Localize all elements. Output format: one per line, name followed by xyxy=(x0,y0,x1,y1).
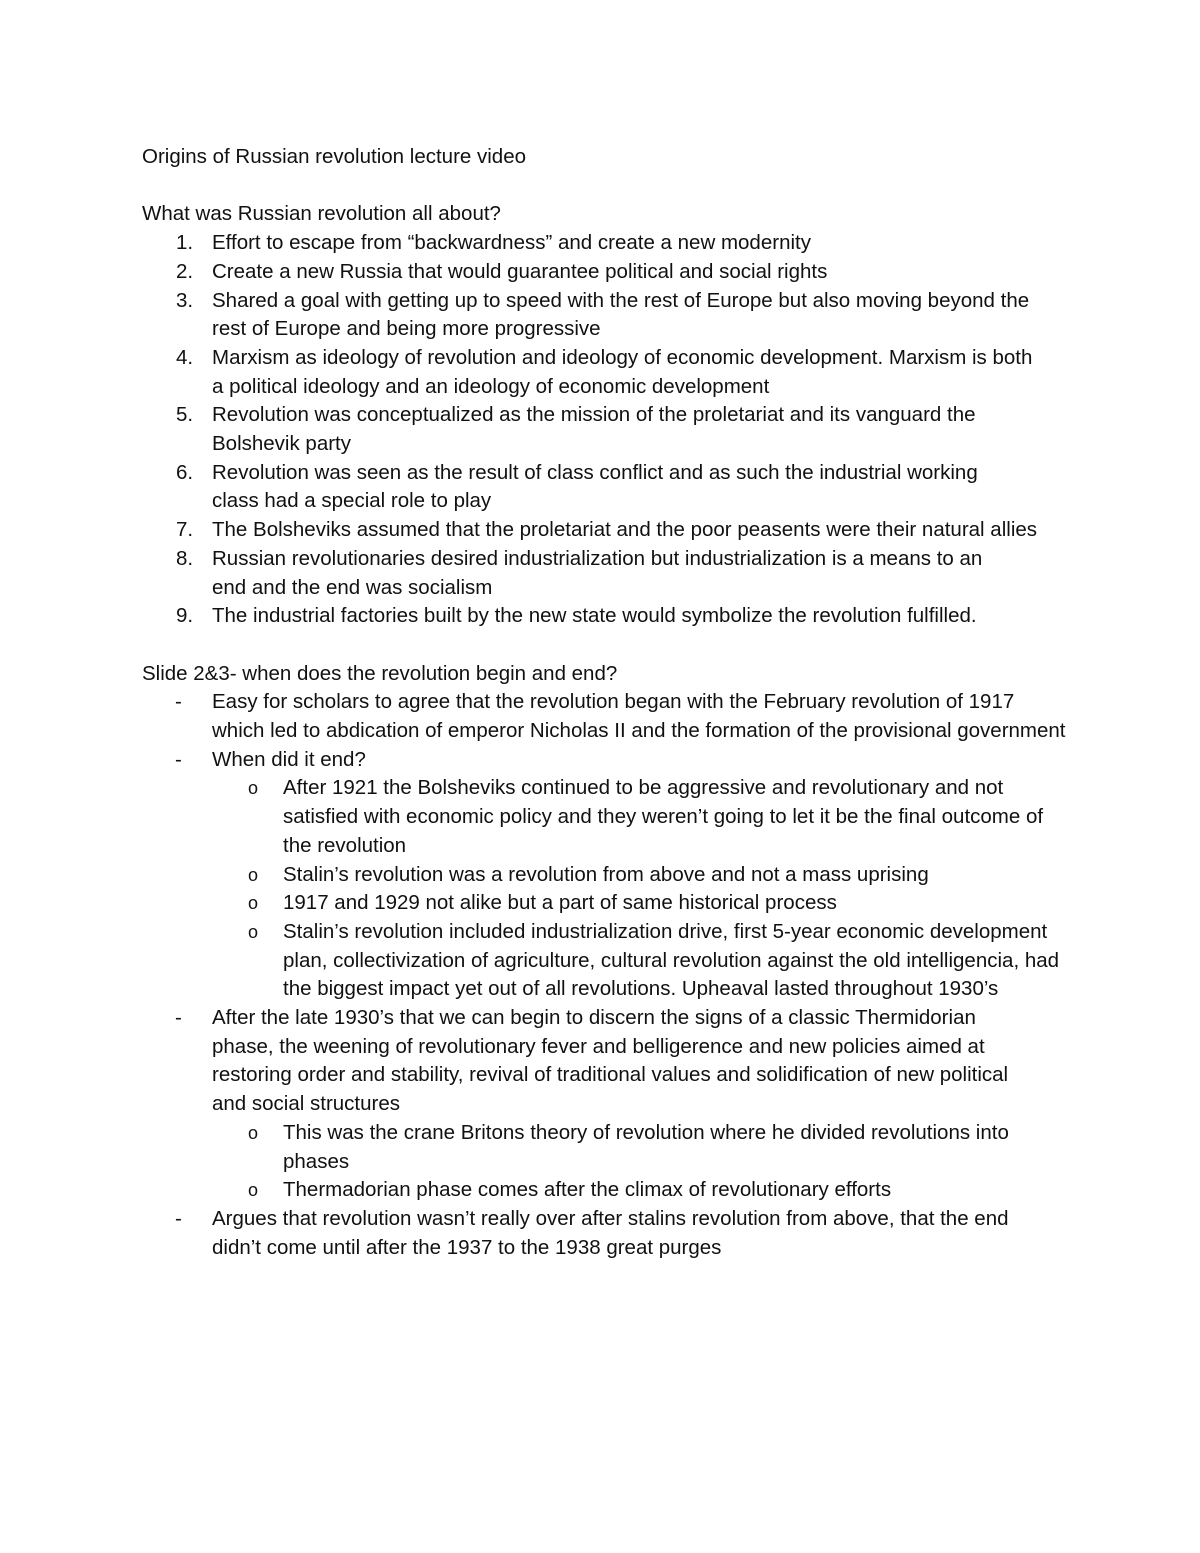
dash-item-text: Argues that revolution wasn’t really over after stalins revolution from above, that the end didn’t come until after the 1937 to the 1938 great purges xyxy=(212,1206,1009,1259)
list-item-text: Create a new Russia that would guarantee political and social rights xyxy=(212,259,828,283)
list-number: 9. xyxy=(176,604,194,628)
circle-bullet-icon: o xyxy=(248,921,259,942)
dash-item xyxy=(142,746,1072,1004)
dash-bullet: - xyxy=(175,1206,182,1230)
list-number: 5. xyxy=(176,403,194,427)
circle-bullet-icon: o xyxy=(248,864,259,885)
sub-item-text: After 1921 the Bolsheviks continued to be aggressive and revolutionary and not satisfied with economic policy and they weren’t going to let it be the final outcome of the revolution xyxy=(283,776,1044,857)
dash-item-text: When did it end? xyxy=(212,747,366,771)
sub-item-text: This was the crane Britons theory of revolution where he divided revolutions into phases xyxy=(283,1120,1009,1173)
sub-item xyxy=(142,918,1072,1004)
list-item xyxy=(142,602,1072,631)
sub-list xyxy=(212,1119,1042,1205)
list-item xyxy=(142,344,1072,401)
sub-item xyxy=(142,861,1072,890)
list-number: 2. xyxy=(176,259,194,283)
list-item-text: Russian revolutionaries desired industrialization but industrialization is a means to an end and the end was socialism xyxy=(212,546,983,599)
list-item xyxy=(142,229,1072,258)
list-number: 4. xyxy=(176,345,194,369)
circle-bullet-icon: o xyxy=(248,1122,259,1143)
section-heading-slide: Slide 2&3- when does the revolution begin and end? xyxy=(142,661,618,685)
blank-line xyxy=(142,631,1072,660)
dash-item-text: After the late 1930’s that we can begin to discern the signs of a classic Thermidorian phase, the weening of revolutionary fever and belligerence and new policies aimed at restoring order and stability, revival of traditional values and solidification of new political and social structures xyxy=(212,1006,1009,1116)
list-item xyxy=(142,545,1072,602)
circle-bullet-icon: o xyxy=(248,778,259,799)
list-item-text: The Bolsheviks assumed that the proletariat and the poor peasents were their natural allies xyxy=(212,518,1038,542)
sub-item-text: 1917 and 1929 not alike but a part of same historical process xyxy=(283,891,837,915)
list-item xyxy=(142,459,1072,516)
sub-item-text: Thermadorian phase comes after the climax of revolutionary efforts xyxy=(283,1178,892,1202)
list-item-text: Revolution was seen as the result of class conflict and as such the industrial working class had a special role to play xyxy=(212,460,978,513)
document-title: Origins of Russian revolution lecture video xyxy=(142,145,526,168)
list-number: 7. xyxy=(176,518,194,542)
list-item-text: Shared a goal with getting up to speed with the rest of Europe but also moving beyond the rest of Europe and being more progressive xyxy=(212,288,1030,341)
dash-item-text: Easy for scholars to agree that the revolution began with the February revolution of 1917 which led to abdication of emperor Nicholas II and the formation of the provisional government xyxy=(212,690,1066,743)
sub-item-text: Stalin’s revolution included industrialization drive, first 5-year economic development plan, collectivization of agriculture, cultural revolution against the old intelligencia, had the biggest impact yet out of all revolutions. Upheaval lasted throughout 1930’s xyxy=(283,919,1060,1001)
list-item-text: Revolution was conceptualized as the mission of the proletariat and its vanguard the Bolshevik party xyxy=(212,403,976,456)
list-item xyxy=(142,401,1072,458)
sub-item xyxy=(142,774,1072,860)
sub-item xyxy=(142,889,1072,918)
dash-item xyxy=(142,688,1072,745)
numbered-list xyxy=(142,229,1072,631)
sub-item xyxy=(142,1176,1072,1205)
dash-item xyxy=(142,1205,1072,1262)
list-item-text: The industrial factories built by the new state would symbolize the revolution fulfilled. xyxy=(212,604,977,628)
dash-bullet: - xyxy=(175,690,182,714)
list-number: 8. xyxy=(176,546,194,570)
list-item xyxy=(142,258,1072,287)
sub-item xyxy=(142,1119,1072,1176)
dash-bullet: - xyxy=(175,747,182,771)
sub-list xyxy=(212,774,1072,1004)
dash-item xyxy=(142,1004,1072,1205)
list-item-text: Effort to escape from “backwardness” and create a new modernity xyxy=(212,231,811,255)
list-item-text: Marxism as ideology of revolution and ideology of economic development. Marxism is both a political ideology and an ideology of economic development xyxy=(212,345,1033,398)
list-item xyxy=(142,287,1072,344)
blank-line xyxy=(142,172,1072,201)
document-page xyxy=(142,143,1072,1262)
list-number: 1. xyxy=(176,231,194,255)
dash-bullet: - xyxy=(175,1006,182,1030)
circle-bullet-icon: o xyxy=(248,1180,259,1201)
list-number: 6. xyxy=(176,460,194,484)
sub-item-text: Stalin’s revolution was a revolution from above and not a mass uprising xyxy=(283,862,929,886)
list-number: 3. xyxy=(176,288,194,312)
list-item xyxy=(142,516,1072,545)
dash-list xyxy=(142,688,1072,1262)
circle-bullet-icon: o xyxy=(248,893,259,914)
section-heading-about: What was Russian revolution all about? xyxy=(142,202,501,226)
